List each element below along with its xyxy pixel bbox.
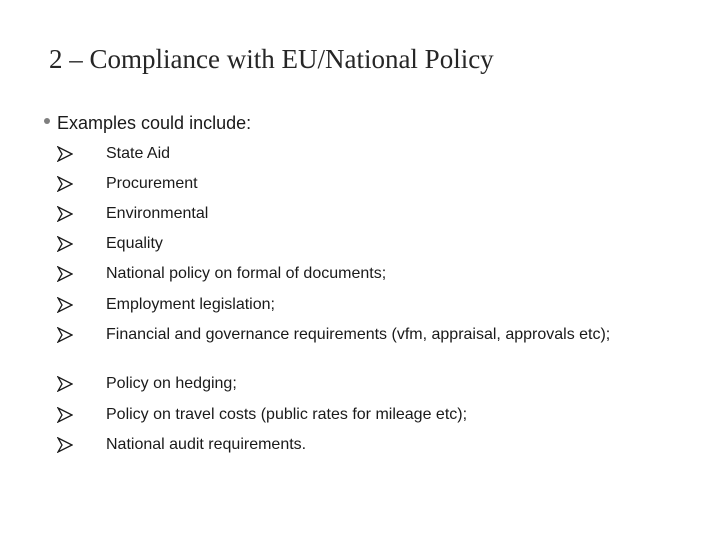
arrowhead-bullet-icon [57, 376, 73, 392]
list-item-label: Financial and governance requirements (vfm, appraisal, approvals etc); [106, 326, 611, 343]
list-item-label: Equality [106, 235, 163, 252]
list-item-label: Environmental [106, 205, 209, 222]
slide-title: 2 – Compliance with EU/National Policy [49, 44, 494, 74]
arrowhead-bullet-icon [57, 407, 73, 423]
list-item-label: Procurement [106, 175, 198, 192]
arrowhead-bullet-icon [57, 146, 73, 162]
intro-bullet [44, 113, 251, 134]
intro-text: Examples could include: [57, 113, 252, 133]
arrowhead-bullet-icon [57, 236, 73, 252]
list-item-label: National audit requirements. [106, 436, 307, 453]
list-item-label: National policy on formal of documents; [106, 265, 387, 282]
arrowhead-bullet-icon [57, 297, 73, 313]
list-item-label: Policy on hedging; [106, 375, 237, 392]
arrowhead-bullet-icon [57, 176, 73, 192]
list-item-label: Employment legislation; [106, 296, 275, 313]
list-item-label: Policy on travel costs (public rates for mileage etc); [106, 406, 468, 423]
arrowhead-bullet-icon [57, 437, 73, 453]
bullet-dot-icon [44, 118, 50, 124]
list-item-label: State Aid [106, 145, 171, 162]
arrowhead-bullet-icon [57, 327, 73, 343]
arrowhead-bullet-icon [57, 206, 73, 222]
arrowhead-bullet-icon [57, 266, 73, 282]
